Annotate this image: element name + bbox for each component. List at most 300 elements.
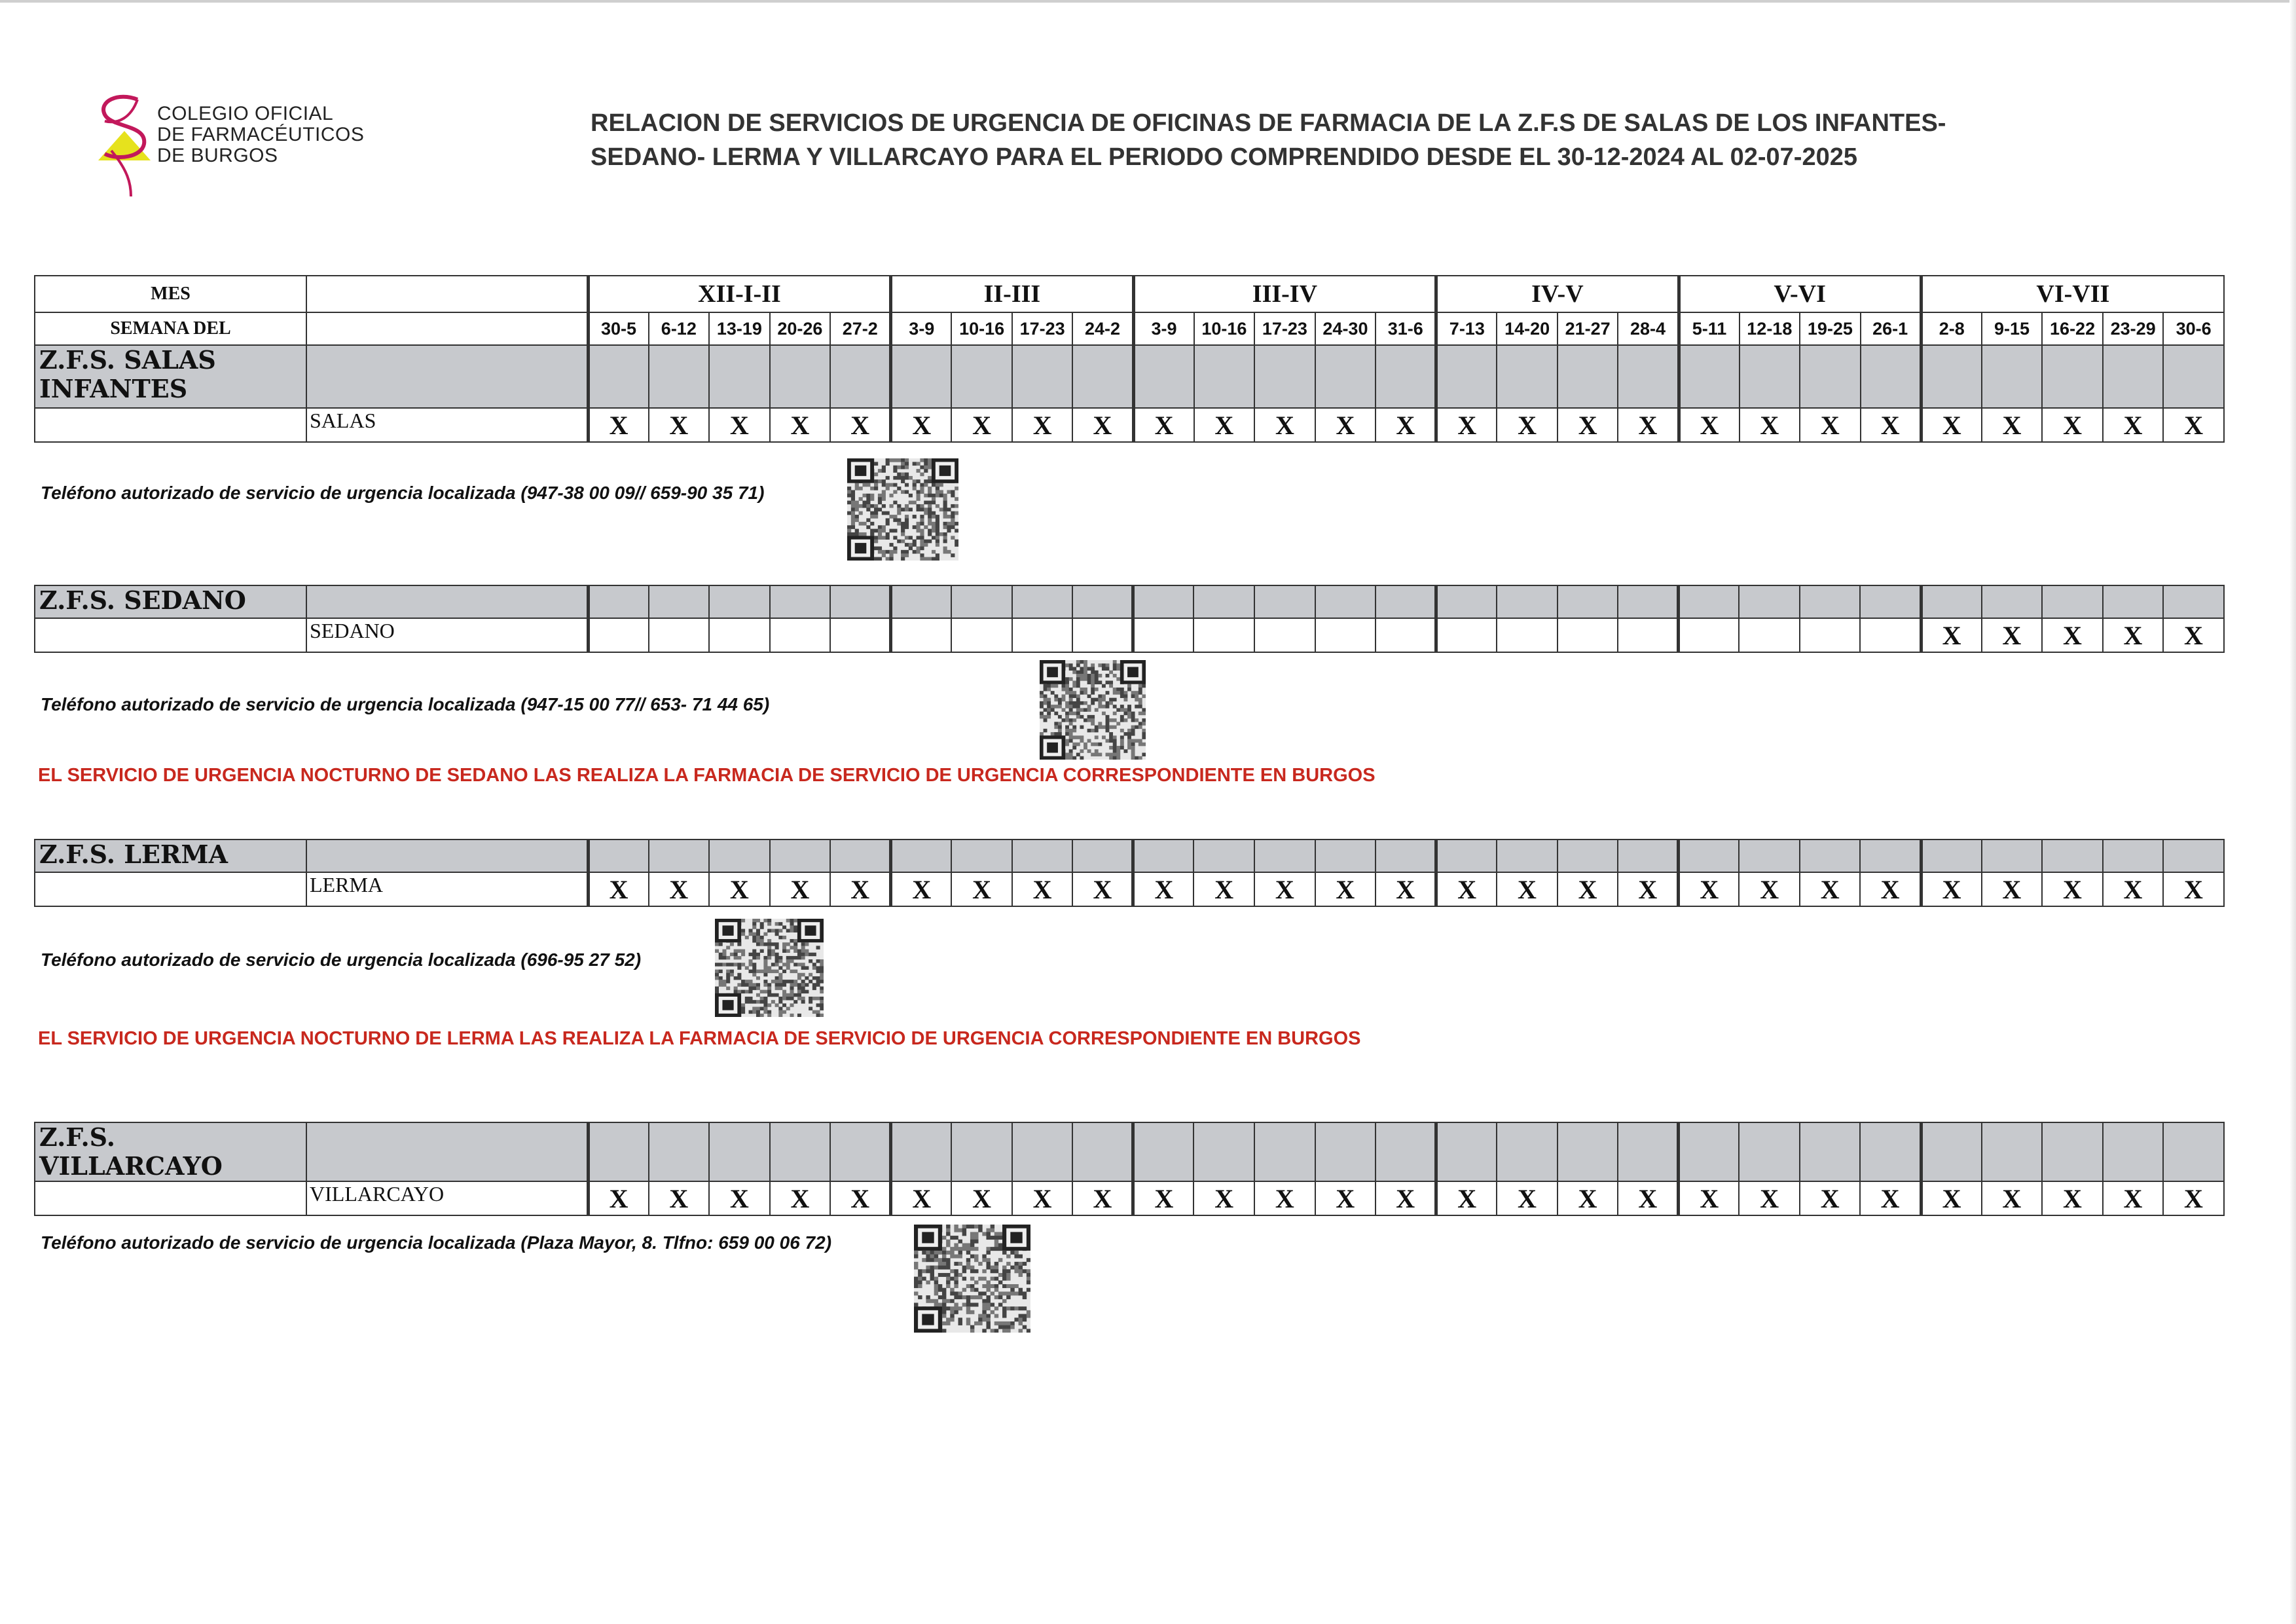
week-header: 5-11 (1679, 312, 1740, 345)
service-mark-cell: X (1558, 872, 1618, 906)
service-mark-cell: X (1497, 872, 1558, 906)
service-mark-cell: X (891, 1181, 952, 1215)
zone-band-cell (1133, 585, 1194, 618)
schedule-table-salas (34, 275, 2225, 443)
zone-band-cell (1921, 1122, 1982, 1181)
service-mark-cell: X (1921, 618, 1982, 652)
service-mark-cell: X (1558, 408, 1618, 442)
service-mark-cell: X (830, 408, 891, 442)
zone-band-cell (1012, 345, 1073, 408)
service-mark-cell (588, 618, 649, 652)
month-header: II-III (891, 276, 1133, 312)
schedule-table-villarcayo (34, 1122, 2225, 1216)
zone-band-cell (891, 345, 952, 408)
zone-band-cell (1012, 585, 1073, 618)
service-mark-cell: X (1376, 408, 1436, 442)
service-mark-cell: X (649, 1181, 710, 1215)
service-mark-cell: X (1679, 1181, 1740, 1215)
zone-band-cell (1133, 840, 1194, 872)
service-mark-cell: X (709, 408, 770, 442)
zone-band-cell (951, 840, 1012, 872)
service-mark-cell: X (951, 408, 1012, 442)
zone-band-cell (1860, 585, 1921, 618)
service-mark-cell: X (588, 408, 649, 442)
week-header: 28-4 (1618, 312, 1679, 345)
service-mark-cell: X (1860, 1181, 1921, 1215)
week-header: 10-16 (1194, 312, 1255, 345)
service-mark-cell: X (2103, 1181, 2164, 1215)
zone-band-cell (1315, 345, 1376, 408)
service-mark-cell: X (1982, 618, 2043, 652)
service-mark-cell (1133, 618, 1194, 652)
phone-info-sedano: Teléfono autorizado de servicio de urgencia localizada (947-15 00 77// 653- 71 44 65) (41, 694, 770, 714)
service-mark-cell: X (2042, 1181, 2103, 1215)
zone-band-cell (1072, 1122, 1133, 1181)
service-mark-cell: X (1618, 408, 1679, 442)
zone-band-cell (1679, 585, 1740, 618)
service-mark-cell: X (1739, 872, 1800, 906)
pharmacy-name: LERMA (306, 872, 588, 906)
service-mark-cell: X (1497, 408, 1558, 442)
zone-band-cell (770, 1122, 831, 1181)
zone-label: Z.F.S. SEDANO (35, 585, 306, 618)
zone-band-cell (1800, 585, 1861, 618)
zone-band-cell (1800, 345, 1861, 408)
zone-band-cell (1254, 345, 1315, 408)
week-header: 27-2 (830, 312, 891, 345)
service-mark-cell: X (2163, 618, 2224, 652)
night-service-notice-lerma: EL SERVICIO DE URGENCIA NOCTURNO DE LERMA LAS REALIZA LA FARMACIA DE SERVICIO DE URGENCIA CORRESPONDIENTE EN BURGOS (38, 1028, 1361, 1049)
zone-band-cell (1679, 840, 1740, 872)
week-header: 6-12 (649, 312, 710, 345)
header-row-months (35, 276, 2224, 312)
service-mark-cell: X (1194, 408, 1255, 442)
zone-band-cell (709, 840, 770, 872)
service-mark-cell: X (1072, 1181, 1133, 1215)
zone-band-cell (1376, 840, 1436, 872)
service-mark-cell (951, 618, 1012, 652)
service-mark-cell (709, 618, 770, 652)
service-mark-cell (1376, 618, 1436, 652)
phone-info-salas: Teléfono autorizado de servicio de urgencia localizada (947-38 00 09// 659-90 35 71) (41, 483, 765, 503)
service-mark-cell: X (1315, 872, 1376, 906)
service-mark-cell: X (2103, 618, 2164, 652)
zone-band-cell (1618, 1122, 1679, 1181)
month-header: III-IV (1133, 276, 1436, 312)
service-mark-cell (1618, 618, 1679, 652)
service-mark-cell: X (2163, 408, 2224, 442)
service-mark-cell: X (2042, 618, 2103, 652)
service-mark-cell (1739, 618, 1800, 652)
week-header: 17-23 (1012, 312, 1073, 345)
service-mark-cell: X (1012, 408, 1073, 442)
zone-band-cell (1133, 345, 1194, 408)
service-mark-cell: X (2042, 408, 2103, 442)
zone-band-cell (1072, 585, 1133, 618)
logo-emblem-icon (92, 92, 164, 203)
pharmacy-row (35, 618, 2224, 652)
zone-blank-cell (306, 840, 588, 872)
service-mark-cell: X (1072, 872, 1133, 906)
logo-line-3: DE BURGOS (157, 145, 278, 166)
service-mark-cell: X (830, 1181, 891, 1215)
service-mark-cell: X (770, 1181, 831, 1215)
zone-band-cell (1800, 1122, 1861, 1181)
service-mark-cell (770, 618, 831, 652)
zone-band-cell (1012, 840, 1073, 872)
zone-band-cell (2163, 840, 2224, 872)
service-mark-cell: X (1982, 1181, 2043, 1215)
zone-band-cell (891, 840, 952, 872)
week-header: 30-5 (588, 312, 649, 345)
pharmacy-row (35, 408, 2224, 442)
zone-band-cell (1254, 585, 1315, 618)
zone-row (35, 1122, 2224, 1181)
zone-label: Z.F.S. SALAS INFANTES (35, 345, 306, 408)
pharmacy-name: SEDANO (306, 618, 588, 652)
week-header: 26-1 (1861, 312, 1922, 345)
zone-band-cell (709, 1122, 770, 1181)
zone-band-cell (1921, 585, 1982, 618)
week-header: 3-9 (891, 312, 952, 345)
week-header: 3-9 (1133, 312, 1194, 345)
zone-band-cell (1618, 840, 1679, 872)
service-mark-cell: X (770, 408, 831, 442)
zone-band-cell (649, 840, 710, 872)
zone-band-cell (1072, 840, 1133, 872)
service-mark-cell: X (951, 1181, 1012, 1215)
month-header: V-VI (1679, 276, 1921, 312)
zone-band-cell (1436, 345, 1497, 408)
service-mark-cell: X (1558, 1181, 1618, 1215)
logo-text (157, 103, 364, 166)
zone-band-cell (1558, 1122, 1618, 1181)
zone-band-cell (588, 345, 649, 408)
service-mark-cell: X (2103, 408, 2164, 442)
zone-band-cell (1739, 1122, 1800, 1181)
night-service-notice-sedano: EL SERVICIO DE URGENCIA NOCTURNO DE SEDANO LAS REALIZA LA FARMACIA DE SERVICIO DE URGENCIA CORRESPONDIENTE EN BURGOS (38, 765, 1376, 786)
service-mark-cell: X (1618, 872, 1679, 906)
zone-band-cell (588, 585, 649, 618)
schedule-table-sedano (34, 585, 2225, 653)
zone-band-cell (1376, 1122, 1436, 1181)
service-mark-cell (1315, 618, 1376, 652)
zone-band-cell (830, 585, 891, 618)
service-mark-cell: X (1860, 872, 1921, 906)
service-mark-cell: X (2042, 872, 2103, 906)
zone-band-cell (1012, 1122, 1073, 1181)
service-mark-cell: X (891, 408, 952, 442)
service-mark-cell: X (830, 872, 891, 906)
week-header: 17-23 (1254, 312, 1315, 345)
qr-code-sedano-icon (1040, 660, 1146, 760)
phone-info-villarcayo: Teléfono autorizado de servicio de urgencia localizada (Plaza Mayor, 8. Tlfno: 659 00 06 72) (41, 1232, 832, 1253)
zone-band-cell (2103, 840, 2164, 872)
zone-band-cell (951, 1122, 1012, 1181)
zone-band-cell (1800, 840, 1861, 872)
zone-band-cell (1740, 345, 1800, 408)
service-mark-cell: X (1739, 1181, 1800, 1215)
service-mark-cell: X (951, 872, 1012, 906)
zone-band-cell (1558, 585, 1618, 618)
qr-code-salas-icon (847, 458, 958, 561)
service-mark-cell: X (1497, 1181, 1558, 1215)
schedule-table-lerma (34, 839, 2225, 907)
week-header: 30-6 (2163, 312, 2224, 345)
service-mark-cell: X (770, 872, 831, 906)
zone-band-cell (649, 345, 710, 408)
service-mark-cell (1436, 618, 1497, 652)
service-mark-cell: X (1254, 408, 1315, 442)
pharmacy-row (35, 1181, 2224, 1215)
zone-label: Z.F.S. VILLARCAYO (35, 1122, 306, 1181)
header-mes-label: MES (35, 276, 306, 312)
zone-band-cell (1194, 585, 1254, 618)
zone-band-cell (1194, 1122, 1254, 1181)
service-mark-cell: X (1679, 408, 1740, 442)
header-row-weeks (35, 312, 2224, 345)
zone-band-cell (1072, 345, 1133, 408)
week-header: 19-25 (1800, 312, 1861, 345)
service-mark-cell: X (1618, 1181, 1679, 1215)
zone-band-cell (588, 840, 649, 872)
zone-band-cell (1497, 345, 1558, 408)
zone-band-cell (1861, 345, 1922, 408)
pharmacy-blank-cell (35, 408, 306, 442)
service-mark-cell: X (1982, 872, 2043, 906)
service-mark-cell: X (1133, 872, 1194, 906)
service-mark-cell: X (1315, 408, 1376, 442)
service-mark-cell: X (1254, 872, 1315, 906)
zone-band-cell (1497, 1122, 1558, 1181)
qr-code-lerma-icon (715, 919, 824, 1017)
service-mark-cell: X (1982, 408, 2043, 442)
zone-band-cell (1376, 345, 1436, 408)
service-mark-cell: X (1376, 872, 1436, 906)
week-header: 7-13 (1436, 312, 1497, 345)
month-header: VI-VII (1921, 276, 2224, 312)
service-mark-cell: X (1012, 872, 1073, 906)
service-mark-cell: X (588, 1181, 649, 1215)
zone-band-cell (1982, 1122, 2043, 1181)
service-mark-cell: X (2163, 872, 2224, 906)
week-header: 2-8 (1921, 312, 1982, 345)
zone-band-cell (1376, 585, 1436, 618)
zone-band-cell (1558, 840, 1618, 872)
service-mark-cell: X (1012, 1181, 1073, 1215)
zone-band-cell (1194, 840, 1254, 872)
service-mark-cell: X (1194, 1181, 1254, 1215)
zone-band-cell (770, 585, 831, 618)
pharmacy-blank-cell (35, 618, 306, 652)
zone-band-cell (1921, 345, 1982, 408)
header-blank-cell (306, 276, 588, 312)
week-header: 20-26 (770, 312, 831, 345)
zone-band-cell (1982, 840, 2043, 872)
zone-band-cell (2163, 1122, 2224, 1181)
header-semana-label: SEMANA DEL (35, 312, 306, 345)
zone-band-cell (1133, 1122, 1194, 1181)
zone-blank-cell (306, 585, 588, 618)
service-mark-cell (1497, 618, 1558, 652)
zone-row (35, 585, 2224, 618)
zone-band-cell (1982, 345, 2043, 408)
service-mark-cell (1194, 618, 1254, 652)
zone-band-cell (1860, 1122, 1921, 1181)
zone-band-cell (1315, 840, 1376, 872)
zone-band-cell (891, 585, 952, 618)
service-mark-cell: X (1740, 408, 1800, 442)
zone-band-cell (1739, 585, 1800, 618)
week-header: 12-18 (1740, 312, 1800, 345)
week-header: 31-6 (1376, 312, 1436, 345)
zone-band-cell (1254, 1122, 1315, 1181)
service-mark-cell (1072, 618, 1133, 652)
service-mark-cell: X (1315, 1181, 1376, 1215)
zone-band-cell (891, 1122, 952, 1181)
week-header: 24-2 (1072, 312, 1133, 345)
zone-band-cell (2042, 1122, 2103, 1181)
service-mark-cell: X (1800, 1181, 1861, 1215)
logo-line-2: DE FARMACÉUTICOS (157, 124, 365, 145)
week-header: 10-16 (951, 312, 1012, 345)
service-mark-cell: X (1921, 1181, 1982, 1215)
zone-band-cell (1254, 840, 1315, 872)
zone-band-cell (830, 1122, 891, 1181)
title-line-2: SEDANO- LERMA Y VILLARCAYO PARA EL PERIODO COMPRENDIDO DESDE EL 30-12-2024 AL 02-07-2025 (591, 143, 1857, 171)
service-mark-cell (1558, 618, 1618, 652)
zone-band-cell (709, 345, 770, 408)
zone-band-cell (649, 1122, 710, 1181)
month-header: XII-I-II (588, 276, 891, 312)
zone-band-cell (709, 585, 770, 618)
week-header: 16-22 (2042, 312, 2103, 345)
service-mark-cell: X (1921, 872, 1982, 906)
service-mark-cell: X (1861, 408, 1922, 442)
service-mark-cell: X (1072, 408, 1133, 442)
service-mark-cell: X (2103, 872, 2164, 906)
zone-band-cell (588, 1122, 649, 1181)
zone-band-cell (951, 585, 1012, 618)
zone-band-cell (2042, 585, 2103, 618)
zone-row (35, 345, 2224, 408)
service-mark-cell: X (1436, 1181, 1497, 1215)
service-mark-cell: X (709, 1181, 770, 1215)
zone-band-cell (1860, 840, 1921, 872)
zone-band-cell (1315, 1122, 1376, 1181)
service-mark-cell: X (649, 408, 710, 442)
week-header: 9-15 (1982, 312, 2043, 345)
zone-band-cell (1436, 585, 1497, 618)
zone-band-cell (770, 345, 831, 408)
zone-band-cell (1497, 840, 1558, 872)
zone-band-cell (1679, 345, 1740, 408)
service-mark-cell: X (1800, 872, 1861, 906)
zone-band-cell (830, 840, 891, 872)
service-mark-cell (1860, 618, 1921, 652)
zone-band-cell (1436, 1122, 1497, 1181)
service-mark-cell (1679, 618, 1740, 652)
zone-band-cell (1558, 345, 1618, 408)
month-header: IV-V (1436, 276, 1679, 312)
zone-band-cell (1315, 585, 1376, 618)
week-header: 24-30 (1315, 312, 1376, 345)
zone-band-cell (2103, 345, 2164, 408)
service-mark-cell (830, 618, 891, 652)
logo-line-1: COLEGIO OFICIAL (157, 103, 334, 124)
zone-row (35, 840, 2224, 872)
zone-band-cell (830, 345, 891, 408)
zone-blank-cell (306, 345, 588, 408)
service-mark-cell: X (1921, 408, 1982, 442)
zone-band-cell (2103, 1122, 2164, 1181)
service-mark-cell: X (1436, 872, 1497, 906)
service-mark-cell: X (649, 872, 710, 906)
document-title (591, 106, 2096, 174)
zone-band-cell (2103, 585, 2164, 618)
zone-band-cell (1436, 840, 1497, 872)
zone-band-cell (1679, 1122, 1740, 1181)
zone-band-cell (1618, 585, 1679, 618)
zone-band-cell (1739, 840, 1800, 872)
service-mark-cell (1012, 618, 1073, 652)
zone-band-cell (1618, 345, 1679, 408)
zone-band-cell (2042, 345, 2103, 408)
pharmacy-row (35, 872, 2224, 906)
service-mark-cell: X (1133, 408, 1194, 442)
phone-info-lerma: Teléfono autorizado de servicio de urgencia localizada (696-95 27 52) (41, 950, 642, 970)
pharmacy-blank-cell (35, 1181, 306, 1215)
zone-band-cell (1982, 585, 2043, 618)
zone-band-cell (2163, 345, 2224, 408)
service-mark-cell: X (1194, 872, 1254, 906)
week-header: 13-19 (709, 312, 770, 345)
service-mark-cell (649, 618, 710, 652)
zone-band-cell (2042, 840, 2103, 872)
service-mark-cell: X (2163, 1181, 2224, 1215)
pharmacy-name: SALAS (306, 408, 588, 442)
service-mark-cell: X (891, 872, 952, 906)
zone-band-cell (1497, 585, 1558, 618)
college-logo (92, 92, 367, 203)
service-mark-cell: X (1679, 872, 1740, 906)
zone-band-cell (2163, 585, 2224, 618)
service-mark-cell: X (588, 872, 649, 906)
header-blank-cell (306, 312, 588, 345)
pharmacy-blank-cell (35, 872, 306, 906)
service-mark-cell: X (1254, 1181, 1315, 1215)
service-mark-cell: X (1436, 408, 1497, 442)
week-header: 23-29 (2103, 312, 2164, 345)
service-mark-cell (1254, 618, 1315, 652)
service-mark-cell: X (1800, 408, 1861, 442)
zone-label: Z.F.S. LERMA (35, 840, 306, 872)
service-mark-cell (891, 618, 952, 652)
scan-top-edge (0, 0, 2296, 3)
week-header: 14-20 (1497, 312, 1558, 345)
service-mark-cell: X (1133, 1181, 1194, 1215)
zone-band-cell (951, 345, 1012, 408)
service-mark-cell (1800, 618, 1861, 652)
scan-right-edge (2289, 0, 2296, 1624)
zone-band-cell (649, 585, 710, 618)
title-line-1: RELACION DE SERVICIOS DE URGENCIA DE OFICINAS DE FARMACIA DE LA Z.F.S DE SALAS DE LOS INFANTES- (591, 109, 1946, 137)
service-mark-cell: X (709, 872, 770, 906)
qr-code-villarcayo-icon (914, 1225, 1030, 1333)
week-header: 21-27 (1558, 312, 1618, 345)
zone-band-cell (770, 840, 831, 872)
zone-band-cell (1194, 345, 1255, 408)
